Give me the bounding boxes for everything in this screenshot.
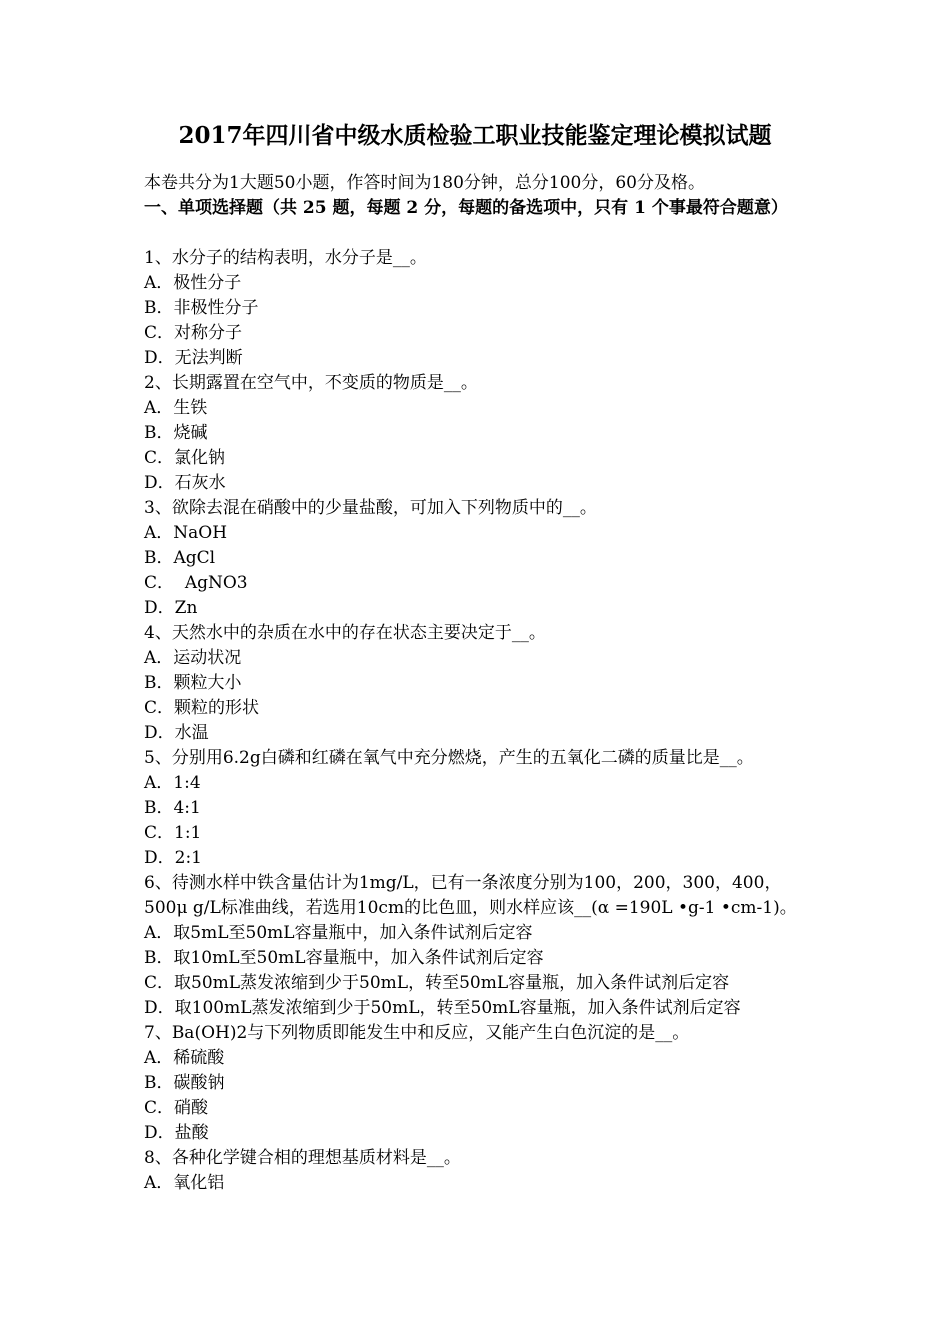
- answer-option: B．非极性分子: [144, 298, 259, 318]
- question-stem: 5、分别用6.2g白磷和红磷在氧气中充分燃烧，产生的五氧化二磷的质量比是__。: [144, 748, 754, 768]
- answer-option: D．无法判断: [144, 348, 243, 368]
- answer-option: A．1:4: [144, 773, 201, 793]
- question-stem: 1、水分子的结构表明，水分子是__。: [144, 248, 427, 268]
- answer-option: A．稀硫酸: [144, 1048, 225, 1068]
- answer-option: C．1:1: [144, 823, 202, 843]
- answer-option: D．石灰水: [144, 473, 226, 493]
- answer-option: A．NaOH: [144, 523, 228, 543]
- answer-option: C． AgNO3: [144, 573, 248, 593]
- answer-option: D．取100mL蒸发浓缩到少于50mL，转至50mL容量瓶，加入条件试剂后定容: [144, 998, 741, 1018]
- section-heading: 一、单项选择题（共 25 题，每题 2 分，每题的备选项中，只有 1 个事最符合题意）: [144, 198, 788, 218]
- answer-option: C．颗粒的形状: [144, 698, 260, 718]
- question-stem: 6、待测水样中铁含量估计为1mg/L，已有一条浓度分别为100，200，300，400，500μ g/L标准曲线，若选用10cm的比色皿，则水样应该__(α =190L •g-1 •cm-1)。: [144, 873, 797, 918]
- answer-option: B．4:1: [144, 798, 201, 818]
- answer-option: C．氯化钠: [144, 448, 226, 468]
- answer-option: A．取5mL至50mL容量瓶中，加入条件试剂后定容: [144, 923, 533, 943]
- exam-intro: 本卷共分为1大题50小题，作答时间为180分钟，总分100分，60分及格。: [144, 173, 705, 193]
- answer-option: A．生铁: [144, 398, 208, 418]
- question-stem: 3、欲除去混在硝酸中的少量盐酸，可加入下列物质中的__。: [144, 498, 597, 518]
- answer-option: B．颗粒大小: [144, 673, 242, 693]
- question-list: [144, 246, 824, 1196]
- answer-option: C．取50mL蒸发浓缩到少于50mL，转至50mL容量瓶，加入条件试剂后定容: [144, 973, 730, 993]
- answer-option: D．Zn: [144, 598, 198, 618]
- answer-option: A．氧化铝: [144, 1173, 225, 1193]
- question-stem: 4、天然水中的杂质在水中的存在状态主要决定于__。: [144, 623, 546, 643]
- answer-option: D．2:1: [144, 848, 202, 868]
- answer-option: C．对称分子: [144, 323, 243, 343]
- answer-option: D．盐酸: [144, 1123, 209, 1143]
- question-stem: 2、长期露置在空气中，不变质的物质是__。: [144, 373, 478, 393]
- question-stem: 8、各种化学键合相的理想基质材料是__。: [144, 1148, 461, 1168]
- answer-option: A．极性分子: [144, 273, 242, 293]
- document-title: 2017年四川省中级水质检验工职业技能鉴定理论模拟试题: [178, 122, 772, 149]
- answer-option: D．水温: [144, 723, 209, 743]
- question-stem: 7、Ba(OH)2与下列物质即能发生中和反应，又能产生白色沉淀的是__。: [144, 1023, 690, 1043]
- answer-option: A．运动状况: [144, 648, 242, 668]
- answer-option: B．碳酸钠: [144, 1073, 225, 1093]
- answer-option: B．烧碱: [144, 423, 208, 443]
- answer-option: B．取10mL至50mL容量瓶中，加入条件试剂后定容: [144, 948, 544, 968]
- answer-option: B．AgCl: [144, 548, 216, 568]
- answer-option: C．硝酸: [144, 1098, 209, 1118]
